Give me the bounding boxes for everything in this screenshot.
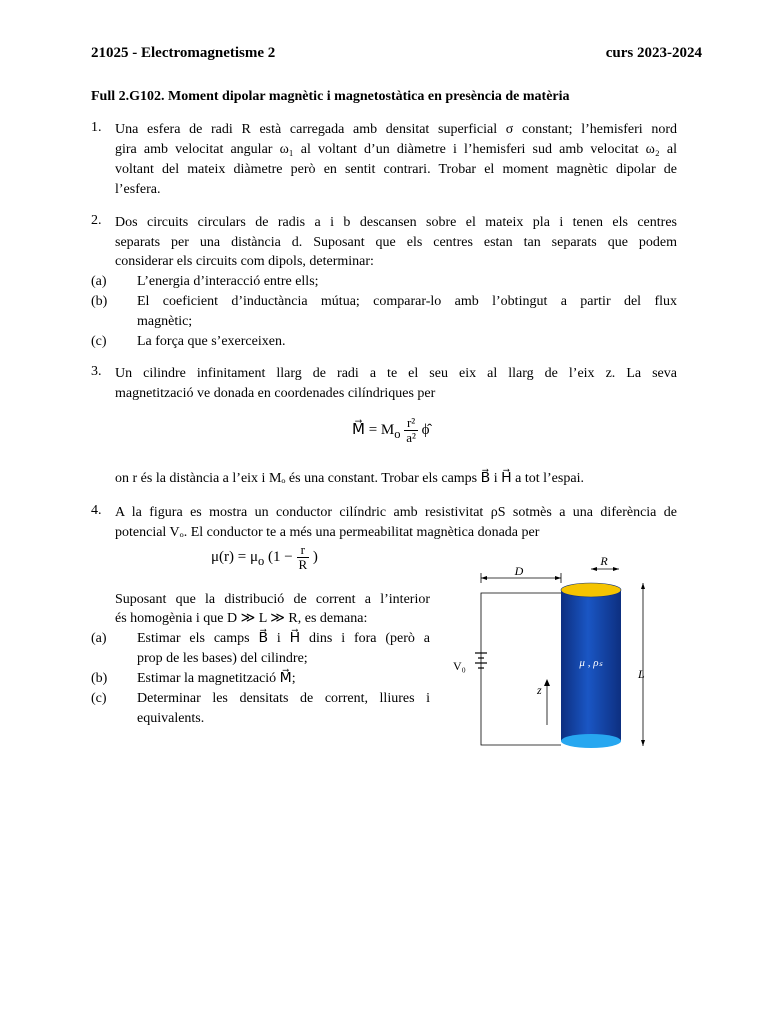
problem-line: gira amb velocitat angular ω₁ al voltant d’un diàmetre i l’hemisferi sud amb velocitat ω₂ al xyxy=(115,142,677,157)
course-code: 21025 - Electromagnetisme 2 xyxy=(91,45,276,61)
problem-line: és homogènia i que D ≫ L ≫ R, es demana: xyxy=(115,611,368,626)
label-L: L xyxy=(638,667,645,681)
fraction-denominator: R xyxy=(298,557,308,572)
fraction-numerator: r xyxy=(297,543,310,558)
subitem-text: magnètic; xyxy=(137,314,193,329)
conductor-figure xyxy=(447,553,661,751)
problem-line: potencial Vₒ. El conductor te a més una permeabilitat magnètica donada per xyxy=(115,525,540,540)
equation-subscript: o xyxy=(258,553,265,568)
equation-tail: ϕ̂ xyxy=(421,421,430,438)
circuit-wire xyxy=(481,593,561,745)
fraction-denominator: a² xyxy=(406,430,416,445)
equation-close: ) xyxy=(312,548,318,565)
problem-line: l’esfera. xyxy=(115,182,161,197)
problem-number: 1. xyxy=(91,120,102,135)
label-V0: V₀ xyxy=(453,659,466,673)
magnetization-equation xyxy=(352,416,430,445)
problem-line: Dos circuits circulars de radis a i b descansen sobre el mateix pla i tenen els centres xyxy=(115,215,677,230)
problem-line: Un cilindre infinitament llarg de radi a te el seu eix al llarg de l’eix z. La seva xyxy=(115,366,677,381)
problem-number: 2. xyxy=(91,213,102,228)
problem-line: Una esfera de radi R està carregada amb densitat superficial σ constant; l’hemisferi nord xyxy=(115,122,677,137)
equation-open: (1 − xyxy=(268,548,293,565)
problem-line: Suposant que la distribució de corrent a l’interior xyxy=(115,592,430,607)
equation-fraction xyxy=(404,416,418,445)
subitem-text: L’energia d’interacció entre ells; xyxy=(137,274,319,289)
course-year: curs 2023-2024 xyxy=(605,45,702,61)
subitem-text: El coeficient d’inductància mútua; comparar-lo amb l’obtingut a partir del flux xyxy=(137,294,677,309)
problem-line: A la figura es mostra un conductor cilíndric amb resistivitat ρS sotmès a una diferència de xyxy=(115,505,677,520)
equation-lhs: M⃗ = M xyxy=(352,421,395,438)
problem-line: magnetització ve donada en coordenades cilíndriques per xyxy=(115,386,436,401)
subitem-text: La força que s’exerceixen. xyxy=(137,334,286,349)
problem-number: 3. xyxy=(91,364,102,379)
subitem-label: (b) xyxy=(91,294,108,309)
equation-subscript: o xyxy=(394,426,401,441)
permeability-equation xyxy=(211,543,318,572)
subitem-label: (c) xyxy=(91,691,107,706)
subitem-text: Determinar les densitats de corrent, lliures i xyxy=(137,691,430,706)
problem-number: 4. xyxy=(91,503,102,518)
problem-line: considerar els circuits com dipols, determinar: xyxy=(115,254,374,269)
subitem-text: Estimar els camps B⃗ i H⃗ dins i fora (però a xyxy=(137,631,430,646)
equation-fraction xyxy=(297,543,310,572)
subitem-text: Estimar la magnetització M⃗; xyxy=(137,671,296,686)
page-header xyxy=(91,45,702,65)
subitem-label: (a) xyxy=(91,274,107,289)
circuit-diagram xyxy=(447,553,661,751)
equation-lhs: μ(r) = μ xyxy=(211,548,259,565)
label-D: D xyxy=(514,564,524,578)
label-mu-rho: μ , ρₛ xyxy=(579,657,603,669)
problem-line: on r és la distància a l’eix i Mₒ és una constant. Trobar els camps B⃗ i H⃗ a tot l’espai. xyxy=(115,471,584,486)
subitem-label: (c) xyxy=(91,334,107,349)
subitem-label: (a) xyxy=(91,631,107,646)
subitem-text: equivalents. xyxy=(137,711,205,726)
cylinder-top xyxy=(561,583,621,597)
sheet-title: Full 2.G102. Moment dipolar magnètic i magnetostàtica en presència de matèria xyxy=(91,89,570,104)
label-z: z xyxy=(537,683,542,697)
subitem-label: (b) xyxy=(91,671,108,686)
fraction-numerator: r² xyxy=(404,416,418,431)
problem-line: separats per una distància d. Suposant que els centres estan tan separats que podem xyxy=(115,235,677,250)
label-R: R xyxy=(600,554,608,568)
problem-line: voltant del mateix diàmetre però en sentit contrari. Trobar el moment magnètic dipolar de xyxy=(115,162,677,177)
subitem-text: prop de les bases) del cilindre; xyxy=(137,651,308,666)
cylinder-bottom xyxy=(561,734,621,748)
